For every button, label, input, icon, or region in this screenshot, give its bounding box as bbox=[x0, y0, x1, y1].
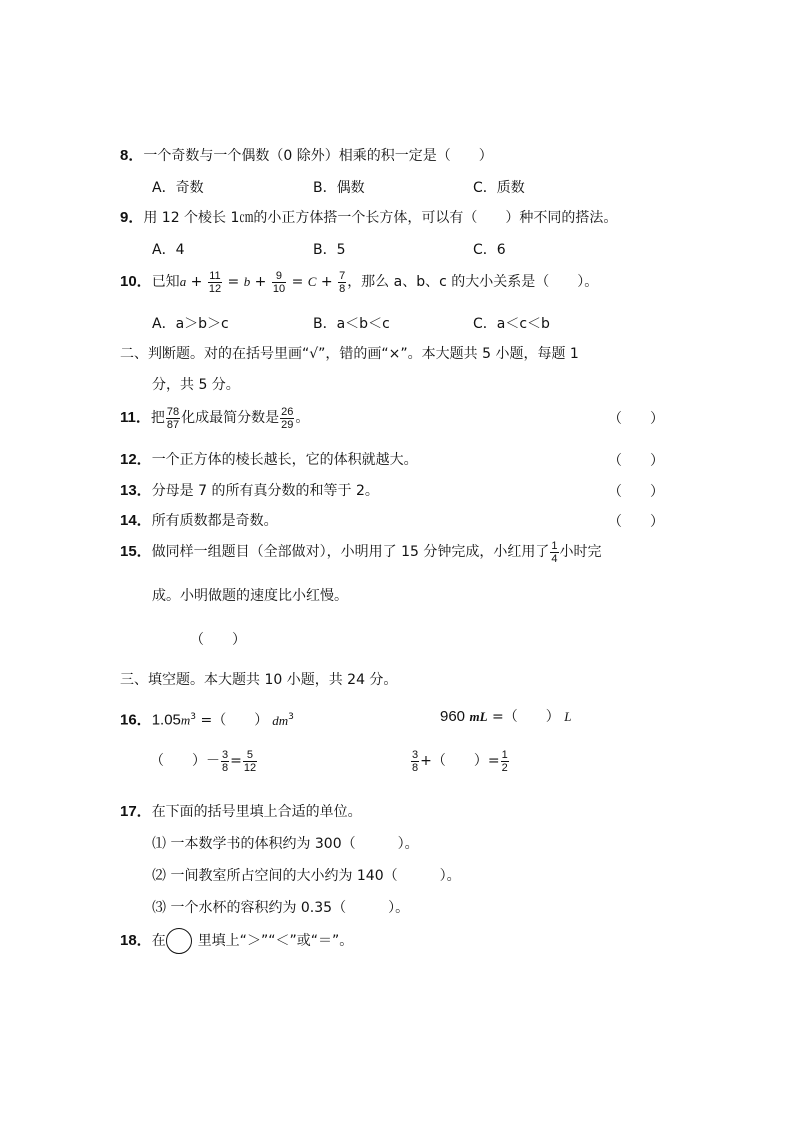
answer-parentheses[interactable]: （ ） bbox=[608, 453, 664, 469]
option-a[interactable]: A．奇数 bbox=[152, 180, 204, 196]
circle-blank-icon bbox=[166, 928, 192, 954]
question-number: 18． bbox=[120, 932, 152, 949]
question-number: 12． bbox=[120, 451, 152, 468]
question-17-item-3[interactable]: ⑶ 一个水杯的容积约为 0.35（ ）。 bbox=[152, 900, 410, 916]
question-17 bbox=[120, 802, 362, 822]
question-14 bbox=[120, 511, 278, 531]
section-2-title: 二、判断题。对的在括号里画“√”，错的画“×”。本大题共 5 小题，每题 1 bbox=[120, 346, 579, 362]
question-text: 一个正方体的棱长越长，它的体积就越大。 bbox=[151, 452, 418, 468]
section-3-title: 三、填空题。本大题共 10 小题，共 24 分。 bbox=[120, 672, 398, 688]
equals-sign: = bbox=[230, 753, 242, 769]
question-15-cont: 成。小明做题的速度比小红慢。 bbox=[152, 588, 348, 604]
question-11 bbox=[120, 404, 309, 432]
plus-sign: + bbox=[254, 274, 267, 290]
var-c: C bbox=[307, 274, 317, 289]
question-number: 14． bbox=[120, 512, 152, 529]
option-b[interactable]: B．5 bbox=[313, 242, 346, 258]
fraction-11-12: $\frac{11}{12}$ bbox=[208, 269, 222, 295]
unit-l: L bbox=[564, 709, 572, 724]
question-text: 所有质数都是奇数。 bbox=[151, 513, 278, 529]
question-8 bbox=[120, 146, 493, 166]
blank[interactable]: +（ ）= bbox=[420, 753, 500, 769]
fraction-3-8: $\frac{3}{8}$ bbox=[222, 748, 229, 774]
answer-parentheses[interactable]: （ ） bbox=[190, 632, 246, 648]
option-c[interactable]: C．6 bbox=[473, 242, 506, 258]
plus-sign: + bbox=[190, 274, 203, 290]
blank[interactable]: =（ ） bbox=[487, 709, 560, 725]
option-c[interactable]: C．质数 bbox=[473, 180, 525, 196]
value: 1.05 bbox=[151, 711, 181, 729]
fraction-5-12: $\frac{5}{12}$ bbox=[243, 748, 257, 774]
question-17-item-2[interactable]: ⑵ 一间教室所占空间的大小约为 140（ ）。 bbox=[152, 868, 461, 884]
question-text-post: 。 bbox=[295, 410, 310, 426]
equals-sign: = bbox=[291, 274, 304, 290]
question-number: 15． bbox=[120, 543, 152, 560]
question-text: 一个奇数与一个偶数（0 除外）相乘的积一定是（ ） bbox=[143, 148, 493, 164]
var-a: a bbox=[179, 274, 187, 289]
blank[interactable]: =（ ） bbox=[196, 712, 269, 729]
question-text-pre: 在 bbox=[151, 933, 166, 949]
question-9 bbox=[120, 208, 617, 228]
fraction-1-4: $\frac{1}{4}$ bbox=[551, 539, 558, 565]
question-15 bbox=[120, 538, 602, 566]
answer-parentheses[interactable]: （ ） bbox=[608, 514, 664, 530]
question-16-row2 bbox=[150, 746, 258, 776]
question-text-pre: 把 bbox=[150, 410, 165, 426]
question-18 bbox=[120, 928, 353, 954]
question-16-row1b bbox=[440, 707, 571, 727]
section-2-title-cont: 分，共 5 分。 bbox=[152, 377, 240, 393]
var-b: b bbox=[243, 274, 251, 289]
option-a[interactable]: A．a＞b＞c bbox=[152, 316, 229, 332]
question-text-mid: 化成最简分数是 bbox=[181, 410, 280, 426]
fraction-78-87: $\frac{78}{87}$ bbox=[166, 405, 180, 431]
plus-sign: + bbox=[320, 274, 333, 290]
fraction-1-2: $\frac{1}{2}$ bbox=[501, 748, 508, 774]
question-text: 在下面的括号里填上合适的单位。 bbox=[151, 804, 362, 820]
question-text-post: 里填上“＞”“＜”或“＝”。 bbox=[197, 933, 354, 949]
exponent: 3 bbox=[288, 712, 294, 722]
option-c[interactable]: C．a＜c＜b bbox=[473, 316, 550, 332]
value: 960 bbox=[440, 708, 466, 725]
question-number: 9． bbox=[120, 209, 144, 226]
unit-m3: m bbox=[180, 712, 191, 728]
fraction-3-8: $\frac{3}{8}$ bbox=[412, 748, 419, 774]
question-17-item-1[interactable]: ⑴ 一本数学书的体积约为 300（ ）。 bbox=[152, 836, 419, 852]
fraction-7-8: $\frac{7}{8}$ bbox=[339, 269, 346, 295]
answer-parentheses[interactable]: （ ） bbox=[608, 484, 664, 500]
question-16-row2b bbox=[410, 746, 510, 776]
question-text-post: 小时完 bbox=[559, 544, 602, 560]
option-b[interactable]: B．偶数 bbox=[313, 180, 365, 196]
question-number: 16． bbox=[120, 711, 152, 729]
question-number: 11． bbox=[120, 409, 151, 426]
question-13 bbox=[120, 481, 379, 501]
answer-parentheses[interactable]: （ ） bbox=[608, 411, 664, 427]
equals-sign: = bbox=[227, 274, 240, 290]
question-12 bbox=[120, 450, 418, 470]
question-number: 10． bbox=[120, 273, 152, 290]
unit-dm3: dm bbox=[272, 712, 289, 728]
question-number: 8． bbox=[120, 147, 144, 164]
question-text: 用 12 个棱长 1㎝的小正方体搭一个长方体，可以有（ ）种不同的搭法。 bbox=[143, 210, 618, 226]
blank[interactable]: （ ）－ bbox=[150, 753, 220, 769]
option-b[interactable]: B．a＜b＜c bbox=[313, 316, 390, 332]
question-number: 17． bbox=[120, 803, 152, 820]
question-10 bbox=[120, 268, 598, 296]
question-text-pre: 做同样一组题目（全部做对），小明用了 15 分钟完成，小红用了 bbox=[151, 544, 550, 560]
fraction-26-29: $\frac{26}{29}$ bbox=[281, 405, 294, 431]
question-16-row1 bbox=[120, 707, 294, 731]
question-text-pre: 已知 bbox=[151, 274, 180, 290]
fraction-9-10: $\frac{9}{10}$ bbox=[272, 269, 286, 295]
exponent: 3 bbox=[190, 712, 197, 722]
option-a[interactable]: A．4 bbox=[152, 242, 185, 258]
question-text: 分母是 7 的所有真分数的和等于 2。 bbox=[151, 483, 379, 499]
unit-ml: mL bbox=[469, 709, 488, 724]
question-number: 13． bbox=[120, 482, 152, 499]
question-text-post: ，那么 a、b、c 的大小关系是（ ）。 bbox=[347, 274, 599, 290]
